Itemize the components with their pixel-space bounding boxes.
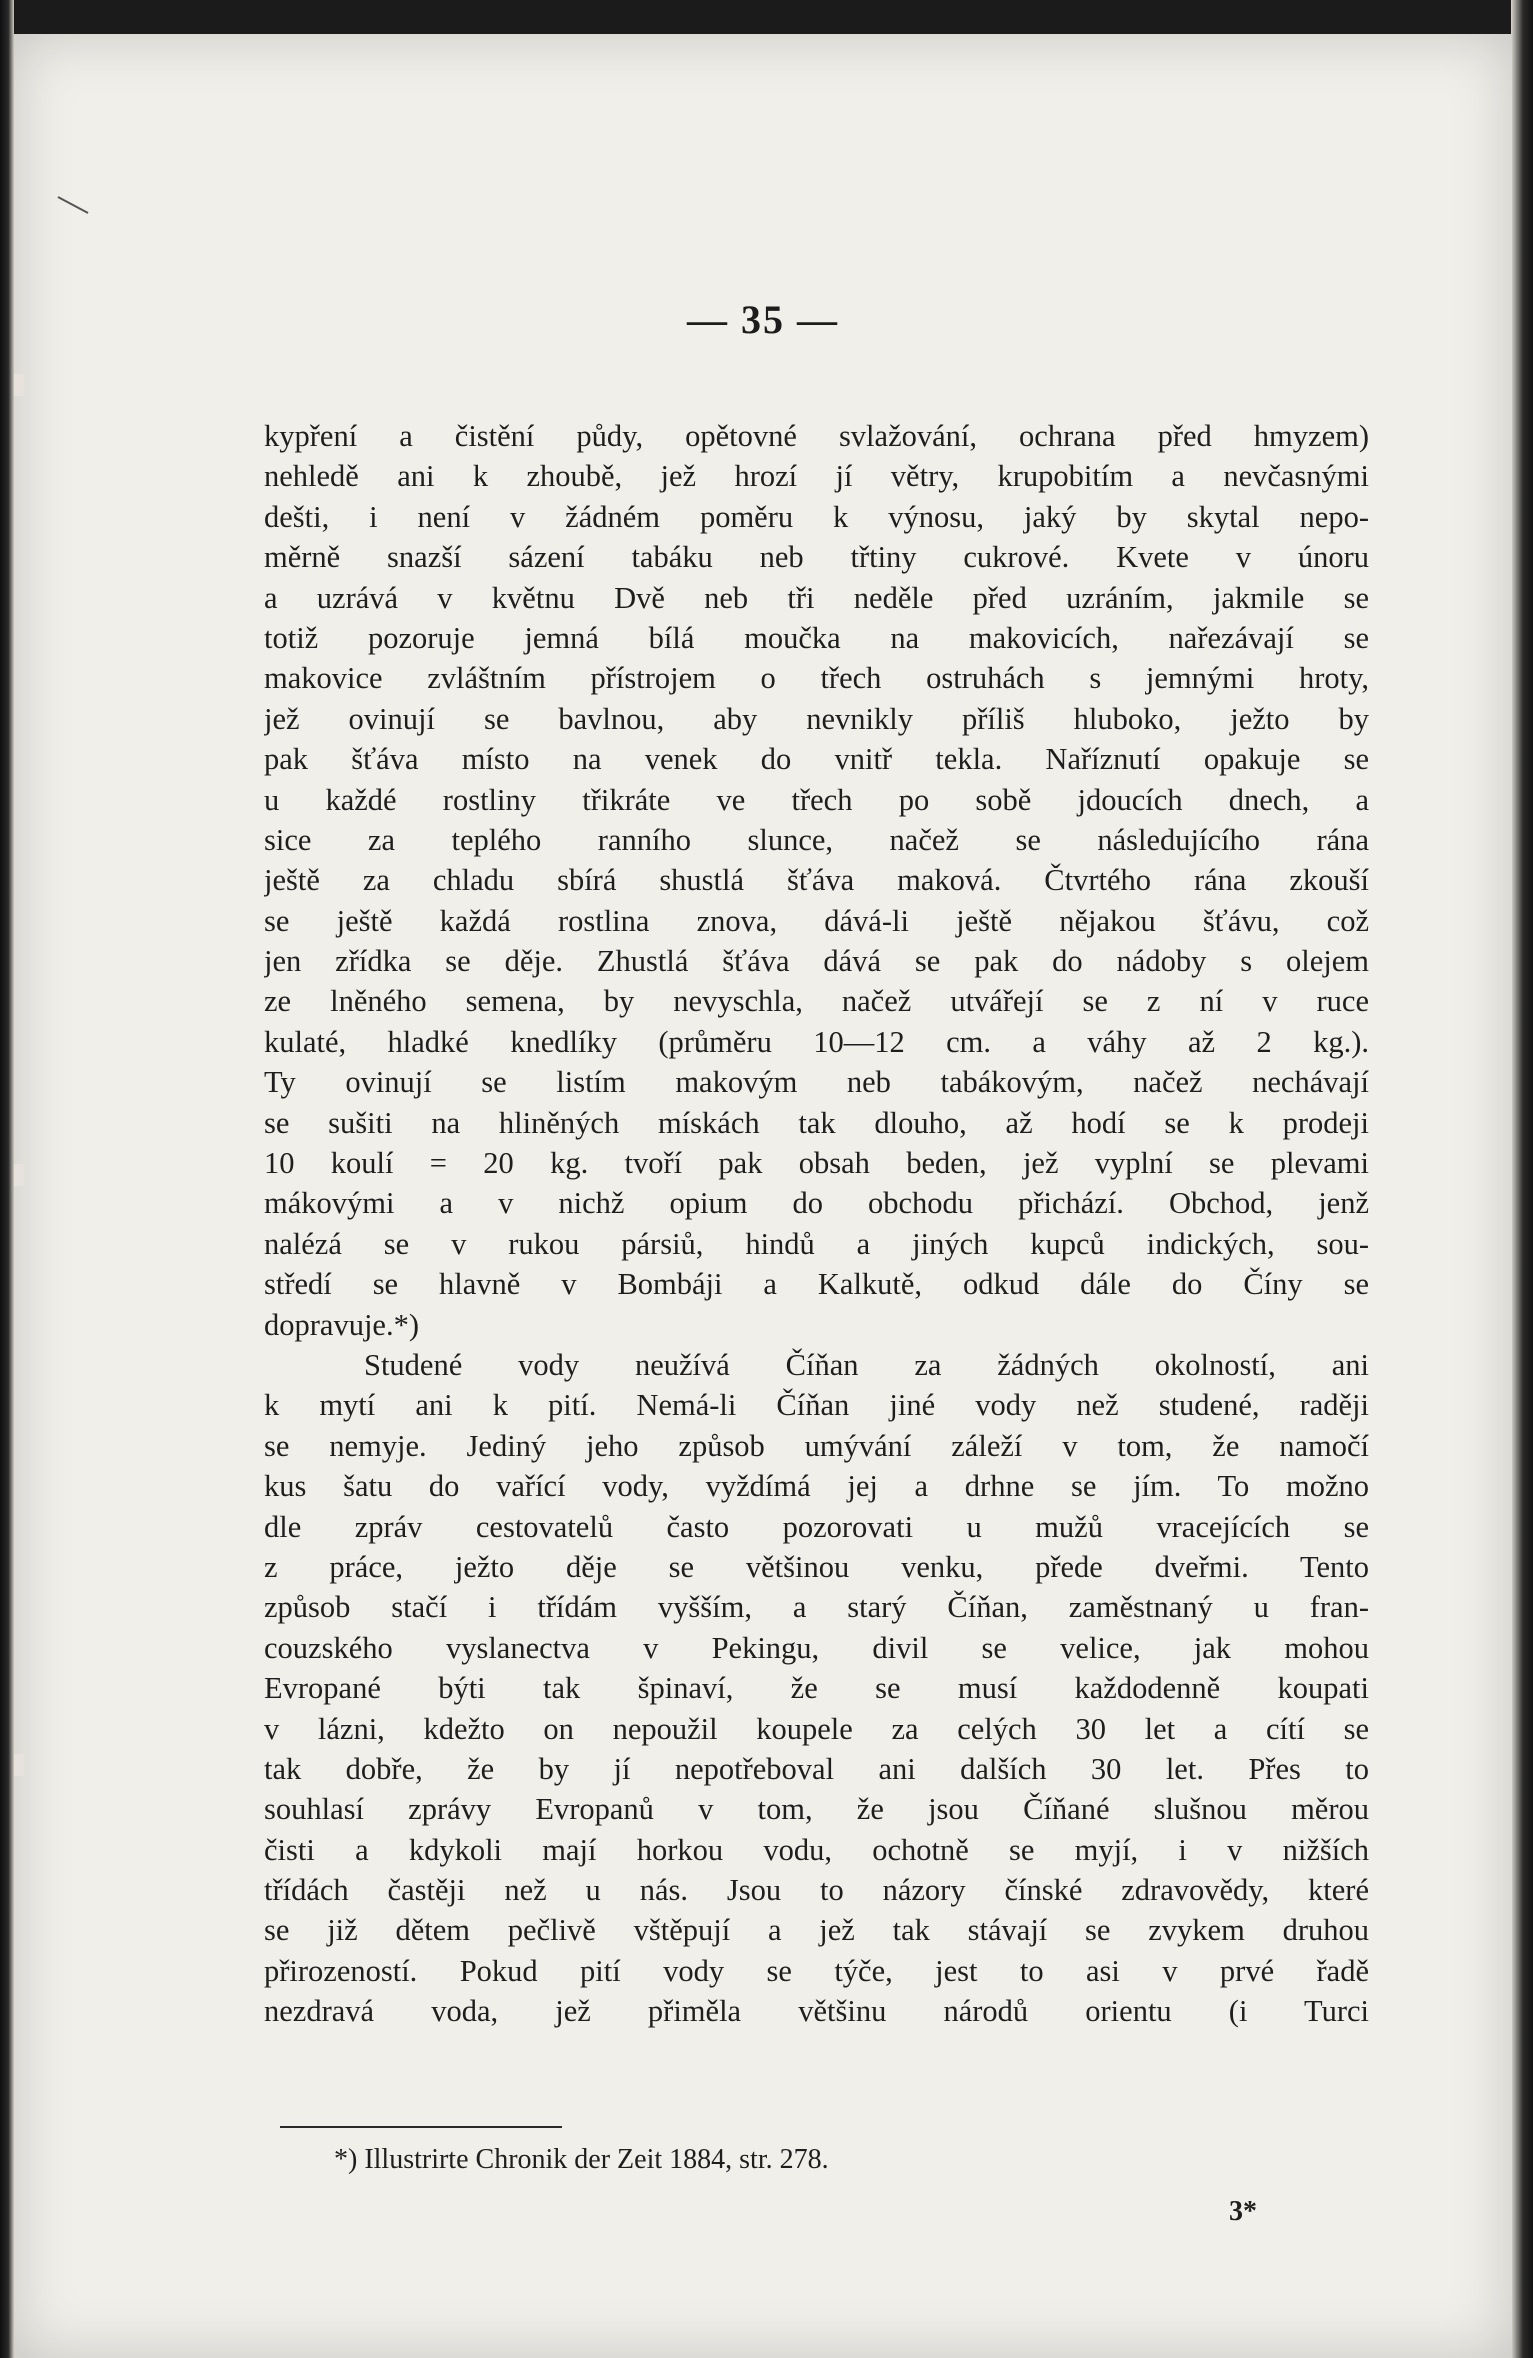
- text-line: středí se hlavně v Bombáji a Kalkutě, odkud dále do Číny se: [264, 1267, 1369, 1302]
- text-line: sice za teplého ranního slunce, načež se následujícího rána: [264, 822, 1369, 857]
- text-line: mákovými a v nichž opium do obchodu přichází. Obchod, jenž: [264, 1186, 1369, 1221]
- text-line: třídách častěji než u nás. Jsou to názory čínské zdravovědy, které: [264, 1873, 1369, 1908]
- signature-mark: 3*: [1229, 2196, 1257, 2227]
- text-line: dopravuje.*): [264, 1307, 419, 1342]
- text-line: a uzrává v květnu Dvě neb tři neděle před uzráním, jakmile se: [264, 580, 1369, 615]
- text-line: Evropané býti tak špinaví, že se musí každodenně koupati: [264, 1671, 1369, 1706]
- text-line: z práce, ježto děje se většinou venku, přede dveřmi. Tento: [264, 1549, 1369, 1584]
- text-line: souhlasí zprávy Evropanů v tom, že jsou Číňané slušnou měrou: [264, 1792, 1369, 1827]
- text-line: Studené vody neužívá Číňan za žádných okolností, ani: [364, 1347, 1369, 1382]
- text-line: ze lněného semena, by nevyschla, načež utvářejí se z ní v ruce: [264, 984, 1369, 1019]
- binding-notch: [14, 1754, 24, 1776]
- body-text: [264, 416, 1369, 2032]
- stray-mark: [58, 196, 89, 214]
- text-line: nehledě ani k zhoubě, jež hrozí jí větry, krupobitím a nevčasnými: [264, 459, 1369, 494]
- scan-right-edge: [1511, 0, 1533, 2358]
- text-line: 10 koulí = 20 kg. tvoří pak obsah beden, jež vyplní se plevami: [264, 1146, 1369, 1181]
- text-line: ještě za chladu sbírá shustlá šťáva maková. Čtvrtého rána zkouší: [264, 863, 1369, 898]
- text-line: způsob stačí i třídám vyšším, a starý Číňan, zaměstnaný u fran-: [264, 1590, 1369, 1625]
- text-line: totiž pozoruje jemná bílá moučka na makovicích, nařezávají se: [264, 620, 1369, 655]
- text-line: měrně snazší sázení tabáku neb třtiny cukrové. Kvete v únoru: [264, 540, 1369, 575]
- text-line: se ještě každá rostlina znova, dává-li ještě nějakou šťávu, což: [264, 903, 1369, 938]
- text-line: se již dětem pečlivě vštěpují a jež tak stávají se zvykem druhou: [264, 1913, 1369, 1948]
- binding-notch: [14, 1164, 24, 1186]
- text-line: u každé rostliny třikráte ve třech po sobě jdoucích dnech, a: [264, 782, 1369, 817]
- text-line: v lázni, kdežto on nepoužil koupele za celých 30 let a cítí se: [264, 1711, 1369, 1746]
- text-line: se nemyje. Jediný jeho způsob umývání záleží v tom, že namočí: [264, 1428, 1369, 1463]
- text-line: kus šatu do vařící vody, vyždímá jej a drhne se jím. To možno: [264, 1469, 1369, 1504]
- text-line: nalézá se v rukou pársiů, hindů a jiných kupců indických, sou-: [264, 1226, 1369, 1261]
- binding-notch: [14, 374, 24, 396]
- text-line: nezdravá voda, jež přiměla většinu národů orientu (i Turci: [264, 1994, 1369, 2029]
- text-line: Ty ovinují se listím makovým neb tabákovým, načež nechávají: [264, 1065, 1369, 1100]
- text-line: k mytí ani k pití. Nemá-li Číňan jiné vody než studené, raději: [264, 1388, 1369, 1423]
- text-line: se sušiti na hliněných mískách tak dlouho, až hodí se k prodeji: [264, 1105, 1369, 1140]
- page-number: — 35 —: [687, 297, 839, 342]
- text-line: tak dobře, že by jí nepotřeboval ani dalších 30 let. Přes to: [264, 1751, 1369, 1786]
- text-line: čisti a kdykoli mají horkou vodu, ochotně se myjí, i v nižších: [264, 1832, 1369, 1867]
- text-line: kypření a čistění půdy, opětovné svlažování, ochrana před hmyzem): [264, 419, 1369, 453]
- text-line: jež ovinují se bavlnou, aby nevnikly příliš hluboko, ježto by: [264, 701, 1369, 736]
- text-line: pak šťáva místo na venek do vnitř tekla. Naříznutí opakuje se: [264, 742, 1369, 777]
- footnote-rule: [280, 2126, 562, 2128]
- scan-left-edge: [0, 0, 14, 2358]
- text-line: kulaté, hladké knedlíky (průměru 10—12 cm. a váhy až 2 kg.).: [264, 1024, 1369, 1059]
- footnote: *) Illustrirte Chronik der Zeit 1884, str. 278.: [334, 2144, 829, 2175]
- text-line: jen zřídka se děje. Zhustlá šťáva dává se pak do nádoby s olejem: [264, 944, 1369, 979]
- text-line: couzského vyslanectva v Pekingu, divil se velice, jak mohou: [264, 1630, 1369, 1665]
- book-page: [14, 34, 1512, 2358]
- text-line: dešti, i není v žádném poměru k výnosu, jaký by skytal nepo-: [264, 499, 1369, 534]
- text-line: dle zpráv cestovatelů často pozorovati u mužů vracejících se: [264, 1509, 1369, 1544]
- text-line: přirozeností. Pokud pití vody se týče, jest to asi v prvé řadě: [264, 1953, 1369, 1988]
- text-line: makovice zvláštním přístrojem o třech ostruhách s jemnými hroty,: [264, 661, 1369, 696]
